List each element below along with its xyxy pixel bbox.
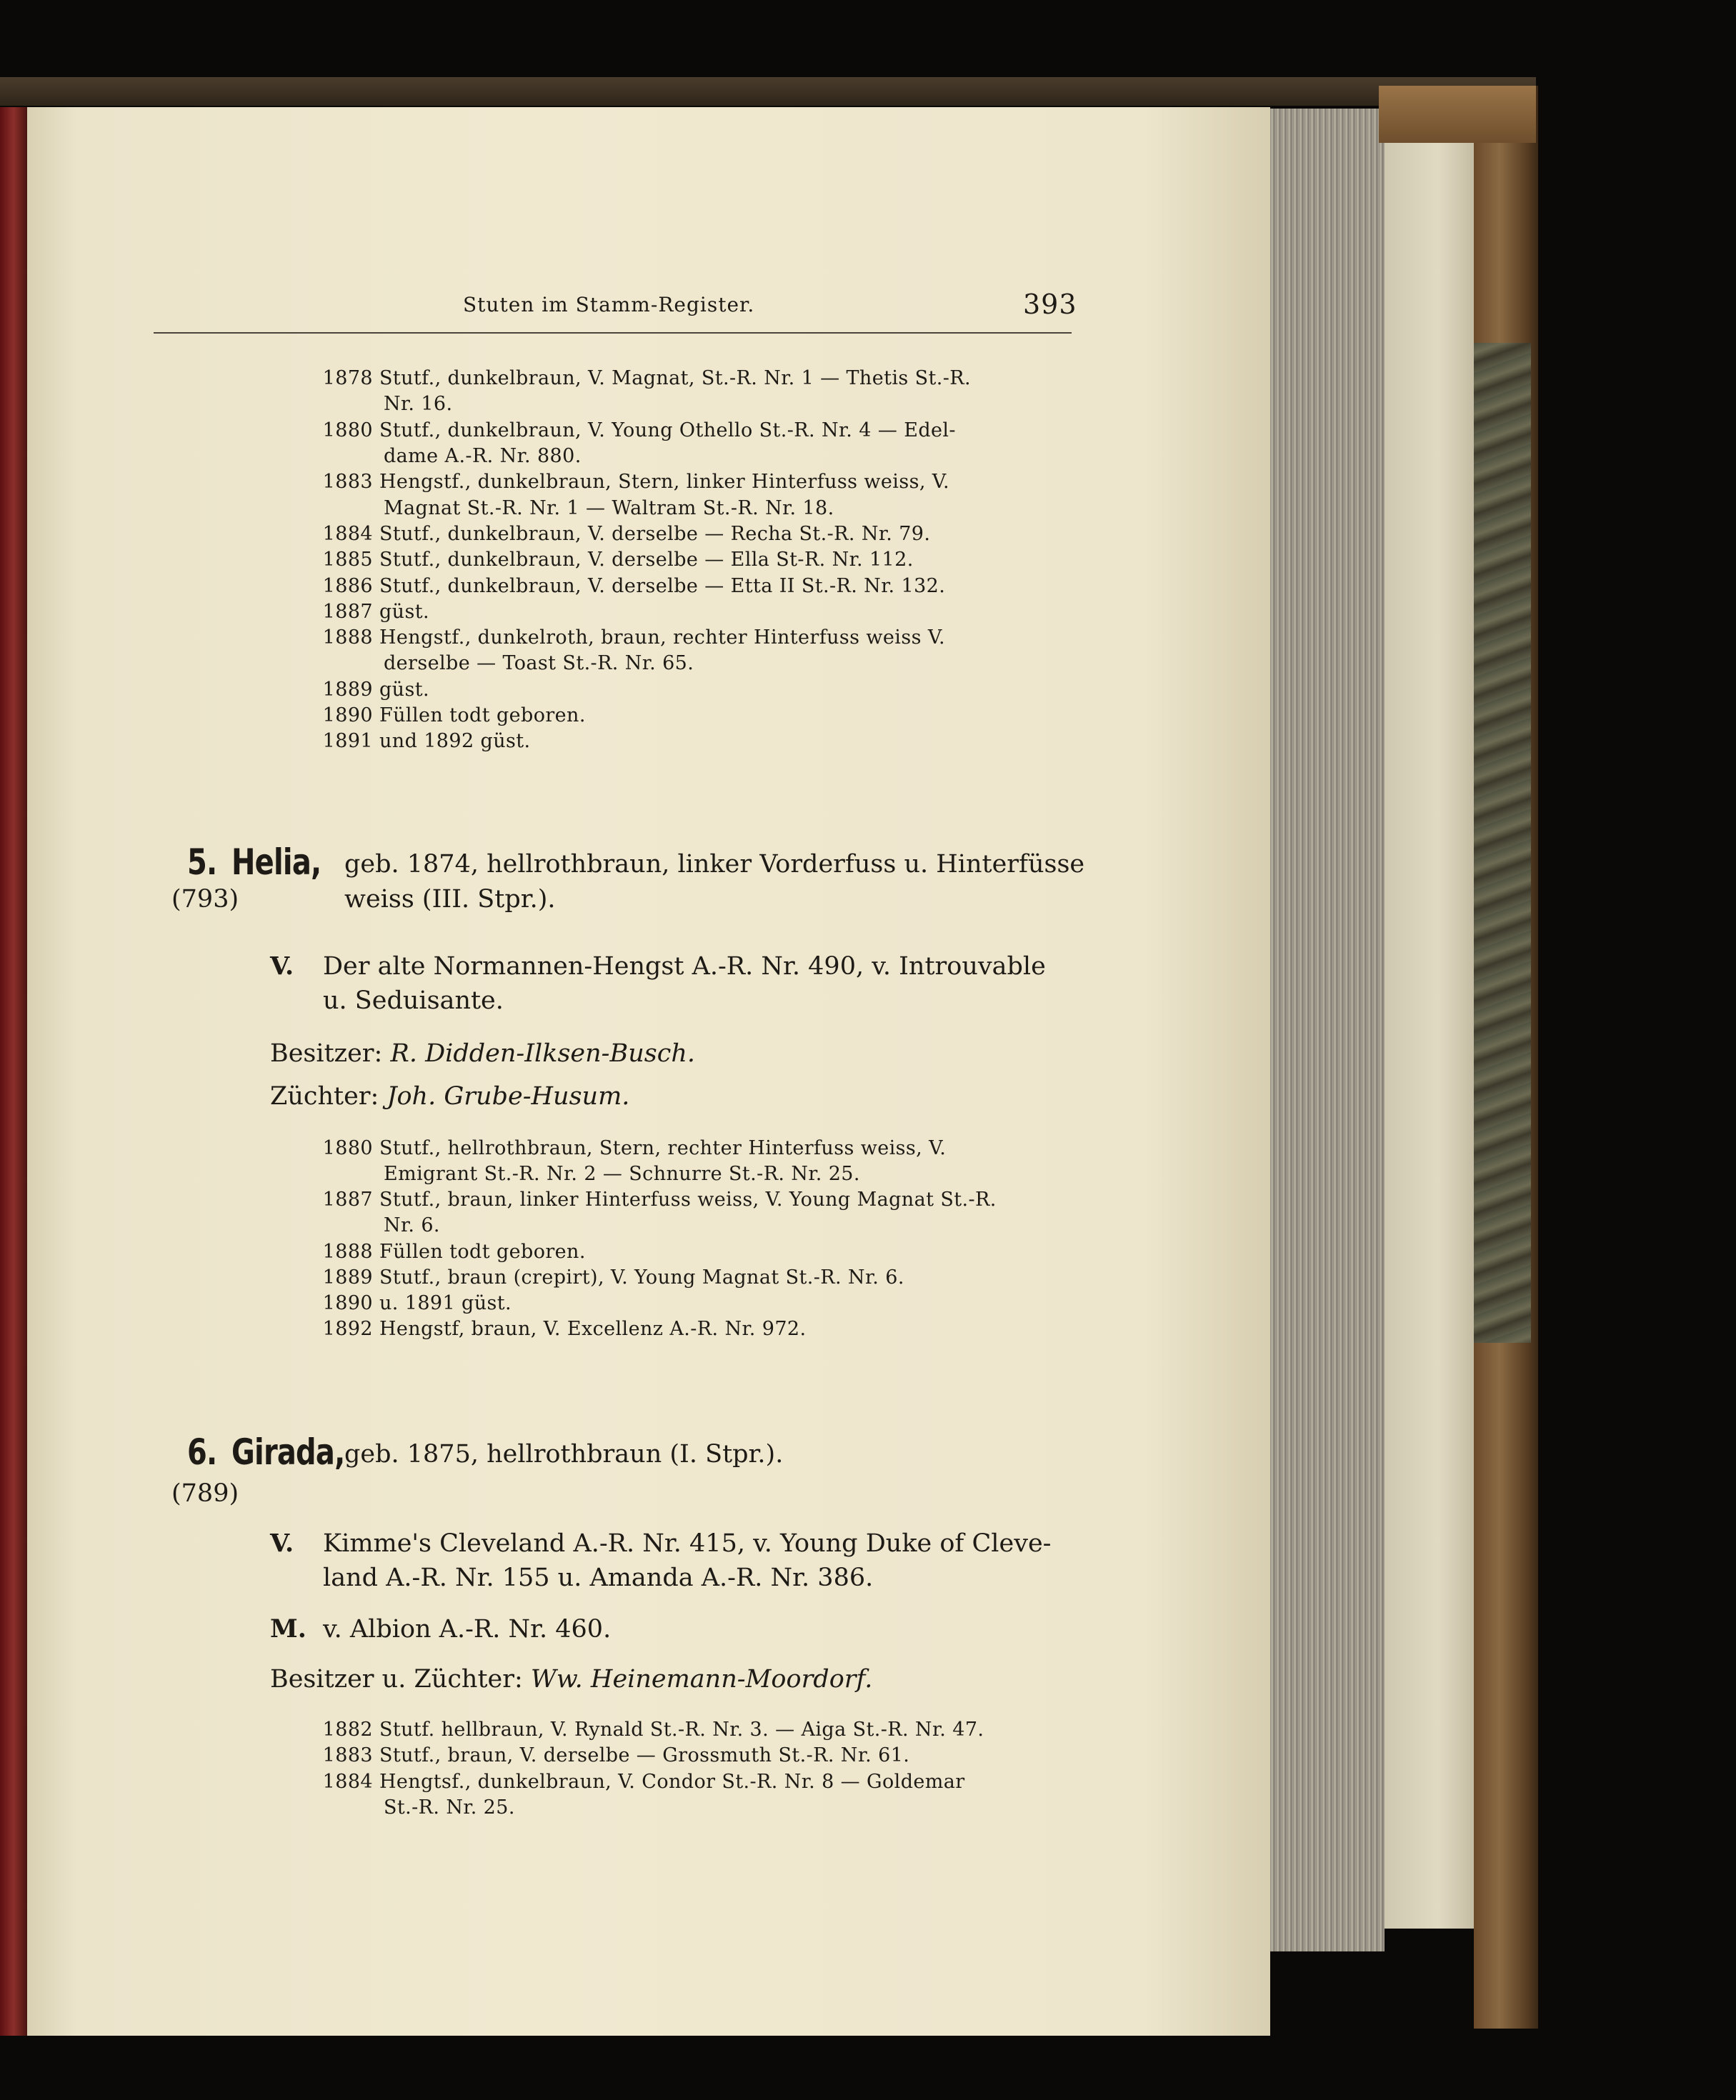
entry-cont: Nr. 6. bbox=[384, 1214, 440, 1236]
entry-text: Stutf., hellrothbraun, Stern, rechter Hinterfuss weiss, V. bbox=[379, 1137, 947, 1159]
entry-text: Stutf., dunkelbraun, V. Magnat, St.-R. Nr. 1 — Thetis St.-R. bbox=[379, 367, 971, 389]
entry-cont: Magnat St.-R. Nr. 1 — Waltram St.-R. Nr. 18. bbox=[384, 497, 834, 519]
entry-text: Stutf., dunkelbraun, V. derselbe — Recha St.-R. Nr. 79. bbox=[379, 523, 931, 545]
sire-label: V. bbox=[270, 1529, 294, 1558]
entry-year: 1886 bbox=[322, 575, 373, 597]
entry-text: Stutf., braun, linker Hinterfuss weiss, V. Young Magnat St.-R. bbox=[379, 1189, 997, 1211]
entry-year: 1889 bbox=[322, 1266, 373, 1289]
breeder-line bbox=[270, 1080, 629, 1113]
entry-cont: St.-R. Nr. 25. bbox=[384, 1796, 515, 1819]
entry bbox=[314, 1769, 965, 1796]
entry-year: 1884 bbox=[322, 1771, 373, 1793]
entry-text: Stutf., dunkelbraun, V. derselbe — Ella St-R. Nr. 112. bbox=[379, 549, 914, 571]
owner-label: Besitzer: bbox=[270, 1039, 383, 1068]
entry bbox=[314, 1717, 984, 1744]
entry-year: 1878 bbox=[322, 367, 373, 389]
entry-text: Füllen todt geboren. bbox=[379, 704, 586, 726]
page-edges-inner bbox=[1385, 114, 1474, 1929]
entry-text: Stutf., braun, V. derselbe — Grossmuth St.-R. Nr. 61. bbox=[379, 1744, 910, 1766]
dam-text: v. Albion A.-R. Nr. 460. bbox=[323, 1615, 612, 1644]
mare-description: geb. 1874, hellrothbraun, linker Vorderfuss u. Hinterfüsse bbox=[344, 850, 1085, 879]
entry-year: 1885 bbox=[322, 549, 373, 571]
entry bbox=[314, 1316, 807, 1343]
entry-cont: Nr. 16. bbox=[384, 393, 453, 415]
entry bbox=[314, 366, 971, 392]
header-rule bbox=[154, 332, 1072, 334]
breeder-label: Züchter: bbox=[270, 1082, 379, 1111]
mare-name: Girada, bbox=[231, 1431, 345, 1473]
dam-label: M. bbox=[270, 1614, 306, 1644]
entry-text: güst. bbox=[379, 601, 429, 623]
entry-year: 1880 bbox=[322, 419, 373, 441]
entry bbox=[314, 521, 930, 548]
entry bbox=[314, 677, 429, 704]
entry bbox=[314, 1291, 512, 1317]
marbled-cover bbox=[1474, 343, 1531, 1343]
entry bbox=[314, 574, 945, 600]
entry bbox=[314, 599, 429, 626]
entry-text: Stutf., braun (crepirt), V. Young Magnat St.-R. Nr. 6. bbox=[379, 1266, 904, 1289]
entry-year: 1892 bbox=[322, 1318, 373, 1340]
book-spine-left bbox=[0, 107, 27, 2036]
page-number: 393 bbox=[1023, 289, 1077, 320]
cover-corner bbox=[1379, 86, 1536, 143]
owner-label: Besitzer u. Züchter: bbox=[270, 1665, 523, 1694]
owner-name: Ww. Heinemann-Moordorf. bbox=[530, 1665, 873, 1694]
page-edges bbox=[1270, 109, 1385, 1951]
entry bbox=[314, 1743, 909, 1769]
entry-text: Stutf. hellbraun, V. Rynald St.-R. Nr. 3. — Aiga St.-R. Nr. 47. bbox=[379, 1719, 984, 1741]
entry bbox=[314, 547, 914, 574]
entry-year: 1883 bbox=[322, 1744, 373, 1766]
entry-text: Hengstf, braun, V. Excellenz A.-R. Nr. 972. bbox=[379, 1318, 807, 1340]
entry-year: 1884 bbox=[322, 523, 373, 545]
entry bbox=[314, 625, 945, 651]
mare-description-cont: weiss (III. Stpr.). bbox=[344, 885, 556, 914]
entry-text: Hengstf., dunkelbraun, Stern, linker Hinterfuss weiss, V. bbox=[379, 471, 949, 493]
entry-year: 1883 bbox=[322, 471, 373, 493]
sire-text: Der alte Normannen-Hengst A.-R. Nr. 490, v. Introuvable bbox=[323, 952, 1046, 981]
entry-year: 1889 bbox=[322, 679, 373, 701]
owner-name: R. Didden-Ilksen-Busch. bbox=[390, 1039, 695, 1068]
entry-text: Stutf., dunkelbraun, V. derselbe — Etta II St.-R. Nr. 132. bbox=[379, 575, 946, 597]
sire-text-cont: land A.-R. Nr. 155 u. Amanda A.-R. Nr. 386. bbox=[323, 1564, 874, 1592]
breeder-name: Joh. Grube-Husum. bbox=[386, 1082, 630, 1111]
entry-year: 1890 bbox=[322, 1292, 373, 1314]
entry-text: Füllen todt geboren. bbox=[379, 1241, 586, 1263]
entry-number: 5. bbox=[187, 841, 217, 883]
entry-year: 1891 bbox=[322, 730, 373, 752]
entry-text: güst. bbox=[379, 679, 429, 701]
sire-label: V. bbox=[270, 951, 294, 981]
running-head: Stuten im Stamm-Register. bbox=[463, 293, 755, 316]
entry-cont: dame A.-R. Nr. 880. bbox=[384, 445, 582, 467]
sire-text: Kimme's Cleveland A.-R. Nr. 415, v. Young Duke of Cleve- bbox=[323, 1529, 1052, 1558]
entry-year: 1880 bbox=[322, 1137, 373, 1159]
entry-number: 6. bbox=[187, 1431, 217, 1473]
entry-year: 1888 bbox=[322, 626, 373, 649]
entry bbox=[314, 1136, 946, 1162]
entry bbox=[314, 1239, 586, 1266]
entry bbox=[314, 703, 586, 729]
book-cover-top bbox=[0, 77, 1536, 106]
mare-name: Helia, bbox=[231, 841, 321, 883]
entry bbox=[314, 729, 531, 755]
entry-year: 1887 bbox=[322, 601, 373, 623]
entry-year: 1888 bbox=[322, 1241, 373, 1263]
mare-description: geb. 1875, hellrothbraun (I. Stpr.). bbox=[344, 1440, 784, 1469]
entry-text: und 1892 güst. bbox=[379, 730, 531, 752]
entry-year: 1887 bbox=[322, 1189, 373, 1211]
entry-text: Hengtsf., dunkelbraun, V. Condor St.-R. Nr. 8 — Goldemar bbox=[379, 1771, 965, 1793]
entry bbox=[314, 418, 956, 444]
entry-text: Hengstf., dunkelroth, braun, rechter Hinterfuss weiss V. bbox=[379, 626, 945, 649]
entry bbox=[314, 469, 949, 496]
entry bbox=[314, 1187, 997, 1214]
owner-breeder-line bbox=[270, 1663, 872, 1696]
entry-year: 1882 bbox=[322, 1719, 373, 1741]
sire-text-cont: u. Seduisante. bbox=[323, 986, 504, 1015]
register-ref: (789) bbox=[171, 1479, 239, 1508]
entry-text: u. 1891 güst. bbox=[379, 1292, 512, 1314]
entry-cont: derselbe — Toast St.-R. Nr. 65. bbox=[384, 652, 694, 674]
entry bbox=[314, 1265, 904, 1291]
entry-text: Stutf., dunkelbraun, V. Young Othello St.-R. Nr. 4 — Edel- bbox=[379, 419, 956, 441]
entry-cont: Emigrant St.-R. Nr. 2 — Schnurre St.-R. Nr. 25. bbox=[384, 1163, 860, 1185]
register-ref: (793) bbox=[171, 885, 239, 914]
entry-year: 1890 bbox=[322, 704, 373, 726]
owner-line bbox=[270, 1037, 695, 1070]
